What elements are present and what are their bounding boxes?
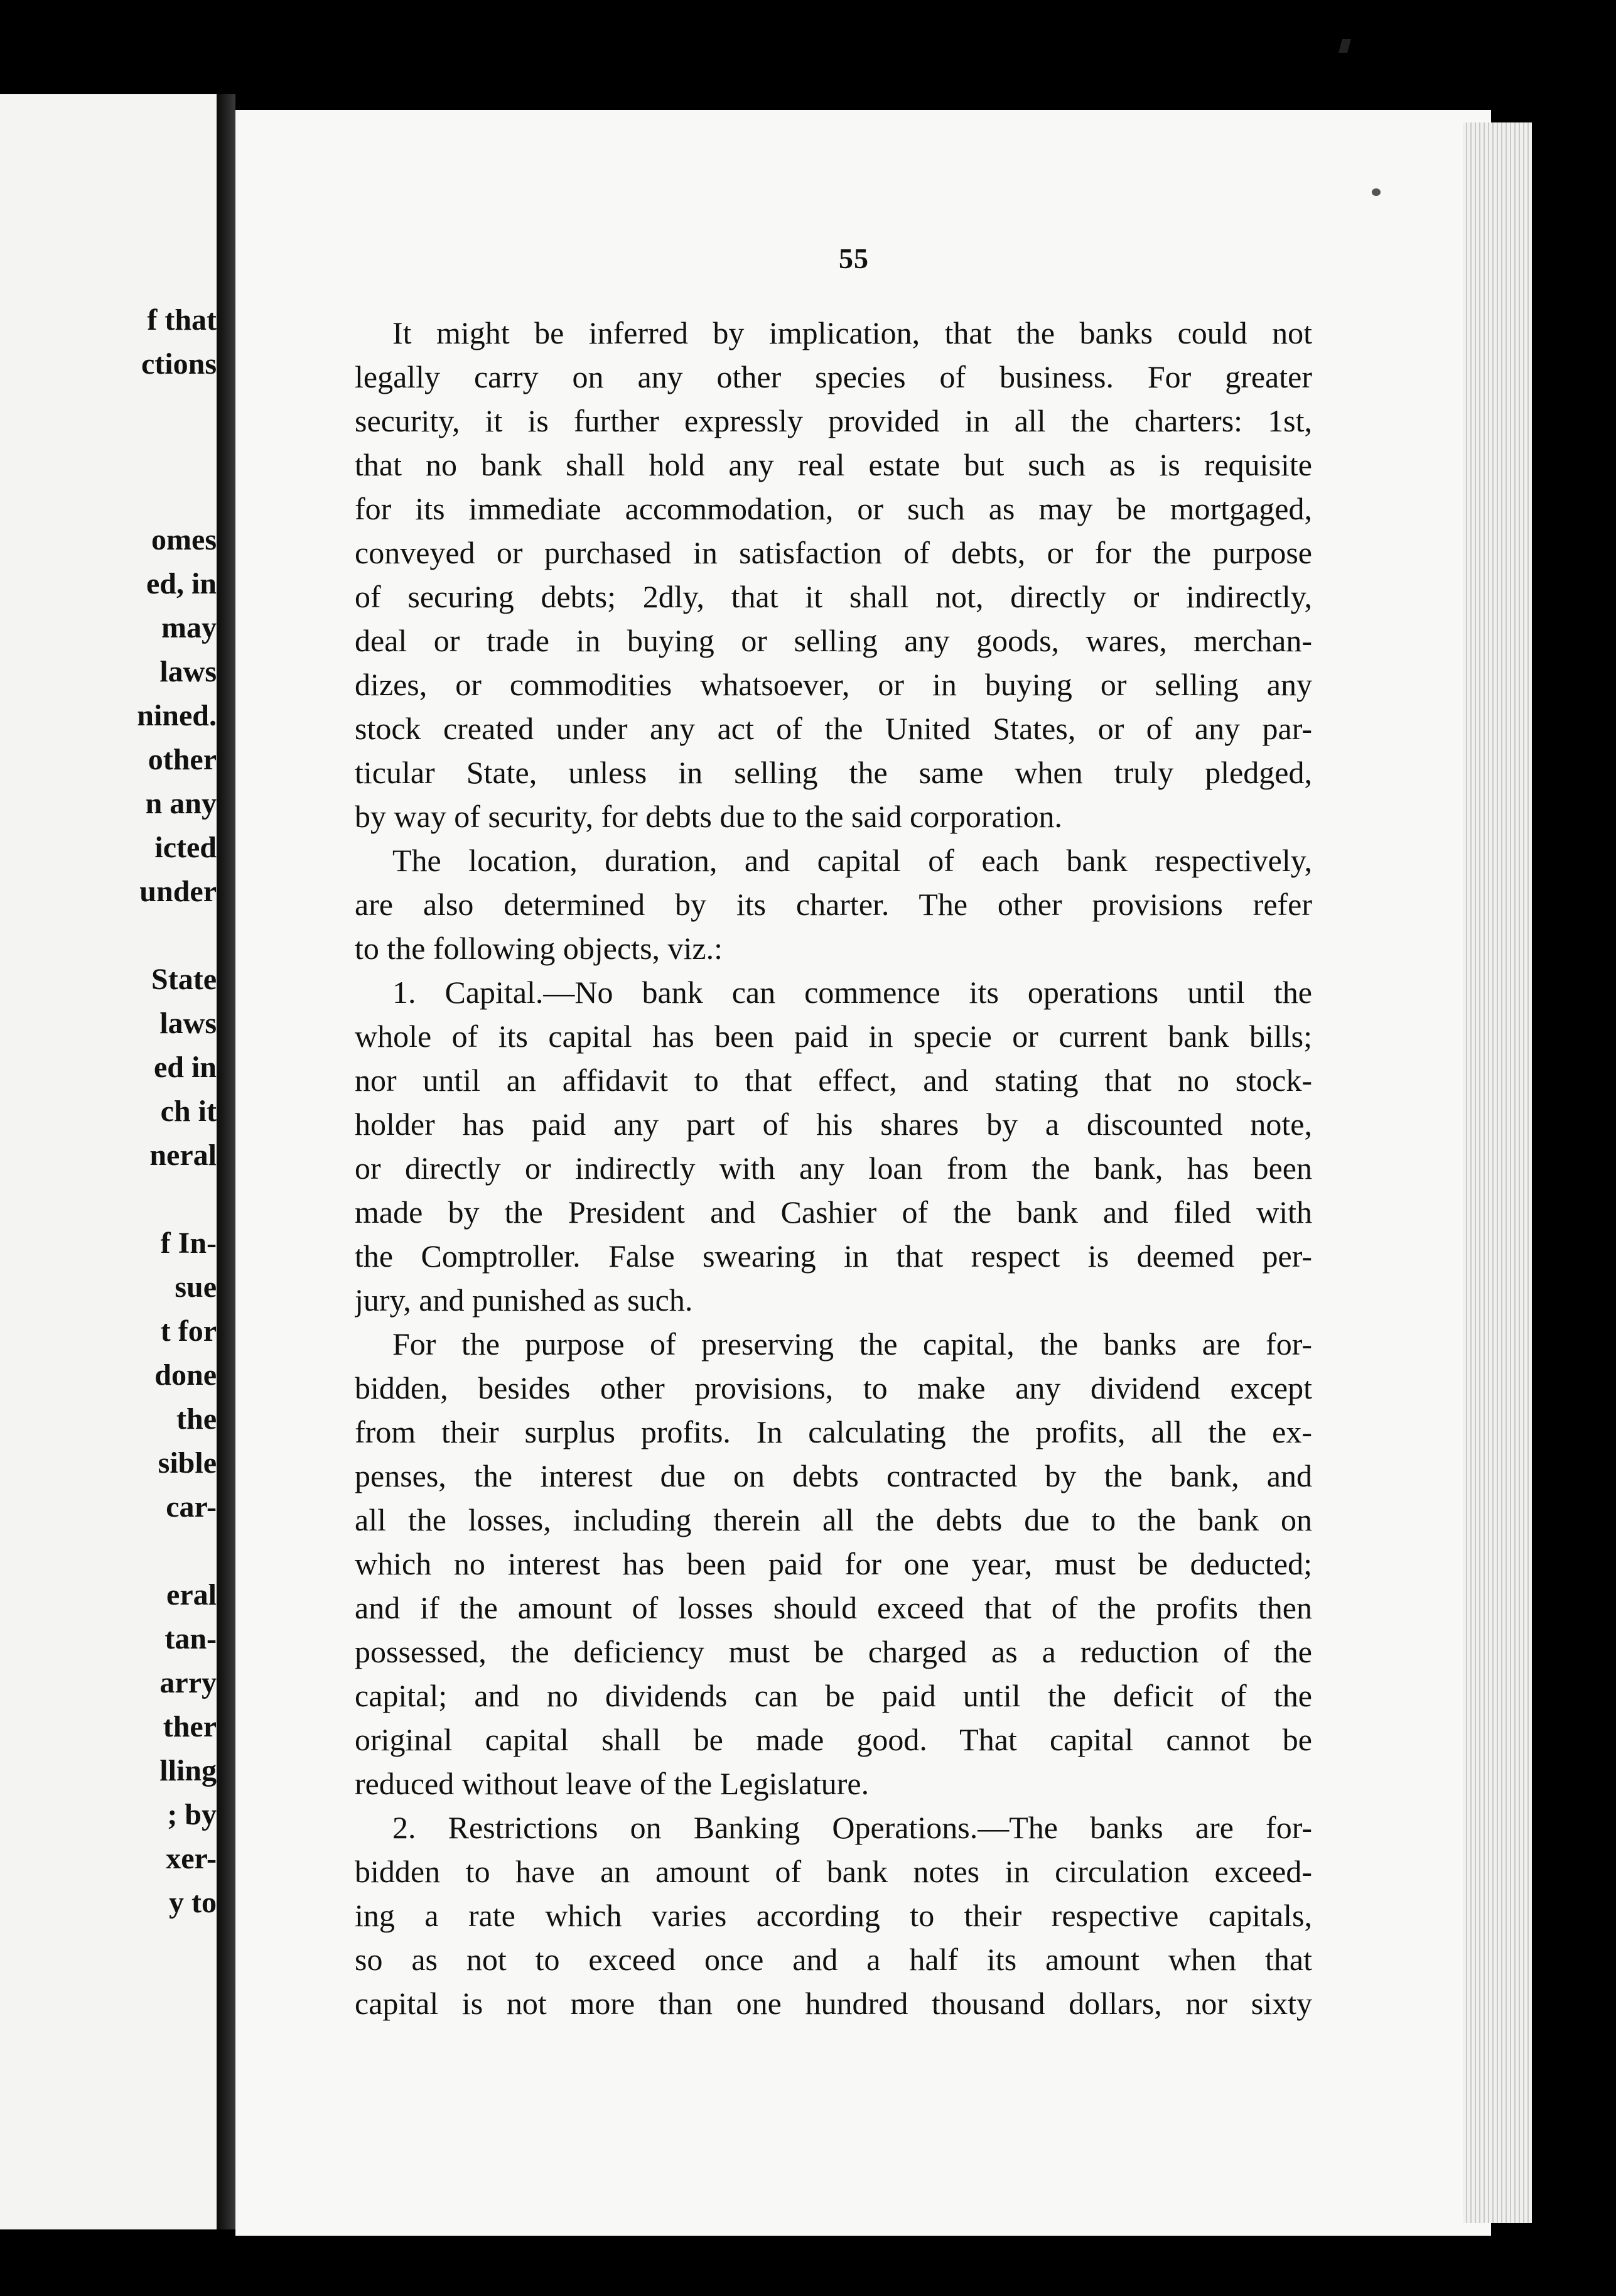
previous-page-line — [28, 474, 217, 518]
text-line: ticular State, unless in selling the same when truly pledged, — [355, 755, 1312, 790]
text-line: capital is not more than one hundred thousand dollars, nor sixty — [355, 1986, 1312, 2021]
text-line: and if the amount of losses should exceed that of the profits then — [355, 1590, 1312, 1625]
previous-page-line: eral — [166, 1578, 217, 1611]
previous-page-line: done — [154, 1358, 217, 1392]
text-line: nor until an affidavit to that effect, and stating that no stock- — [355, 1063, 1312, 1098]
text-line: ing a rate which varies according to their respective capitals, — [355, 1898, 1312, 1933]
previous-page-line: ; by — [167, 1798, 217, 1831]
previous-page-line: n any — [145, 787, 217, 820]
text-line: bidden, besides other provisions, to make any dividend except — [355, 1370, 1312, 1405]
text-line: whole of its capital has been paid in specie or current bank bills; — [355, 1019, 1312, 1054]
text-line: the Comptroller. False swearing in that respect is deemed per- — [355, 1238, 1312, 1274]
previous-page-line: under — [139, 875, 217, 908]
previous-page-line: other — [148, 743, 217, 776]
previous-page-line — [28, 914, 217, 958]
previous-page-line: lling — [159, 1754, 217, 1787]
page-body-text — [355, 311, 1312, 2025]
previous-page-line: ch it — [160, 1095, 217, 1128]
previous-page-line: f that — [147, 303, 217, 337]
previous-page-line: the — [176, 1402, 217, 1436]
text-line: conveyed or purchased in satisfaction of debts, or for the purpose — [355, 535, 1312, 570]
previous-page-line — [28, 1178, 217, 1221]
text-line: security, it is further expressly provided in all the charters: 1st, — [355, 403, 1312, 438]
text-line: are also determined by its charter. The other provisions refer — [355, 887, 1312, 922]
previous-page-line: xer- — [166, 1842, 217, 1875]
text-line: capital; and no dividends can be paid until the deficit of the — [355, 1678, 1312, 1713]
text-line: or directly or indirectly with any loan from the bank, has been — [355, 1151, 1312, 1186]
text-line: holder has paid any part of his shares by a discounted note, — [355, 1107, 1312, 1142]
text-line: The location, duration, and capital of each bank respectively, — [392, 843, 1312, 878]
text-line: possessed, the deficiency must be charged as a reduction of the — [355, 1634, 1312, 1669]
text-line: from their surplus profits. In calculating the profits, all the ex- — [355, 1414, 1312, 1449]
text-line: so as not to exceed once and a half its amount when that — [355, 1942, 1312, 1977]
text-line: dizes, or commodities whatsoever, or in buying or selling any — [355, 667, 1312, 702]
previous-page-line: ed, in — [146, 567, 217, 600]
previous-page-line: neral — [149, 1139, 217, 1172]
previous-page-line: tan- — [164, 1622, 217, 1655]
text-line: It might be inferred by implication, that the banks could not — [392, 315, 1312, 350]
text-line: penses, the interest due on debts contracted by the bank, and — [355, 1458, 1312, 1493]
text-line: bidden to have an amount of bank notes in circulation exceed- — [355, 1854, 1312, 1889]
text-line: to the following objects, viz.: — [355, 931, 723, 966]
text-line: that no bank shall hold any real estate but such as is requisite — [355, 447, 1312, 482]
text-line: jury, and punished as such. — [355, 1282, 693, 1318]
text-line: 1. Capital.—No bank can commence its operations until the — [392, 975, 1312, 1010]
current-page — [235, 110, 1491, 2236]
text-line: For the purpose of preserving the capital, the banks are for- — [392, 1326, 1312, 1362]
scan-artifact-mark — [1339, 39, 1351, 53]
previous-page-line: ctions — [141, 347, 217, 381]
previous-page-line — [28, 430, 217, 474]
previous-page-line: car- — [166, 1490, 217, 1524]
text-line: of securing debts; 2dly, that it shall not, directly or indirectly, — [355, 579, 1312, 614]
text-line: which no interest has been paid for one year, must be deducted; — [355, 1546, 1312, 1581]
scan-artifact-dot — [1372, 188, 1381, 196]
text-line: reduced without leave of the Legislature. — [355, 1766, 870, 1801]
page-number: 55 — [839, 242, 869, 274]
text-line: original capital shall be made good. That capital cannot be — [355, 1722, 1312, 1757]
previous-page-line: y to — [169, 1886, 217, 1919]
previous-page-line: omes — [151, 523, 217, 556]
previous-page-line — [28, 386, 217, 430]
previous-page-line: ther — [163, 1710, 217, 1743]
previous-page-line: icted — [154, 831, 217, 864]
previous-page-text — [28, 298, 217, 1925]
previous-page-line: laws — [159, 655, 217, 688]
text-line: stock created under any act of the United States, or of any par- — [355, 711, 1312, 746]
text-line: by way of security, for debts due to the said corporation. — [355, 799, 1063, 834]
previous-page-line: sible — [158, 1446, 217, 1480]
previous-page-line: nined. — [137, 699, 217, 732]
previous-page-line: t for — [160, 1314, 217, 1348]
previous-page-line: arry — [159, 1666, 217, 1699]
previous-page-line: f In- — [160, 1227, 217, 1260]
previous-page-line: ed in — [153, 1051, 217, 1084]
text-line: all the losses, including therein all the debts due to the bank on — [355, 1502, 1312, 1537]
text-line: deal or trade in buying or selling any goods, wares, merchan- — [355, 623, 1312, 658]
previous-page-fragment — [0, 94, 217, 2229]
previous-page-line: may — [161, 611, 217, 644]
previous-page-line: sue — [175, 1270, 217, 1304]
book-gutter — [217, 94, 235, 2229]
text-line: for its immediate accommodation, or such as may be mortgaged, — [355, 491, 1312, 526]
page-edges-stack — [1463, 122, 1532, 2223]
text-line: 2. Restrictions on Banking Operations.—The banks are for- — [392, 1810, 1312, 1845]
previous-page-line: laws — [159, 1007, 217, 1040]
previous-page-line: State — [151, 963, 217, 996]
text-line: made by the President and Cashier of the bank and filed with — [355, 1194, 1312, 1230]
previous-page-line — [28, 1529, 217, 1573]
text-line: legally carry on any other species of business. For greater — [355, 359, 1312, 394]
